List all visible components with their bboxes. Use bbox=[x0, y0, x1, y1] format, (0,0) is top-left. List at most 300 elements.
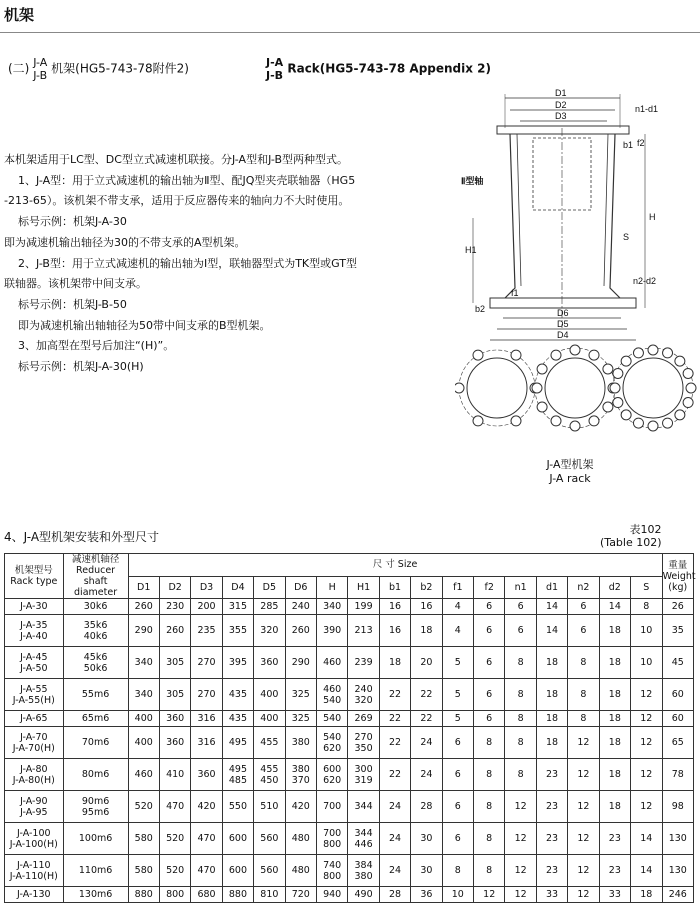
cell-value: 460 bbox=[128, 759, 159, 791]
subtitle-zh-prefix: (二) bbox=[8, 61, 30, 76]
cell-rack-type: J-A-90 J-A-95 bbox=[5, 791, 64, 823]
table-row bbox=[5, 855, 694, 887]
cell-value: 8 bbox=[568, 647, 599, 679]
cell-value: 400 bbox=[128, 727, 159, 759]
description-line: -213-65）。该机架不带支承，适用于反应器传来的轴向力不大时使用。 bbox=[4, 194, 350, 208]
cell-shaft-diameter: 110m6 bbox=[63, 855, 128, 887]
cell-value: 8 bbox=[505, 647, 536, 679]
cell-value: 290 bbox=[128, 615, 159, 647]
cell-value: 6 bbox=[505, 615, 536, 647]
cell-value: 560 bbox=[254, 855, 285, 887]
cell-value: 490 bbox=[348, 887, 379, 903]
cell-value: 340 bbox=[128, 647, 159, 679]
cell-value: 6 bbox=[442, 727, 473, 759]
cell-value: 199 bbox=[348, 599, 379, 615]
cell-value: 23 bbox=[536, 791, 567, 823]
cell-value: 6 bbox=[505, 599, 536, 615]
cell-value: 700 800 bbox=[316, 823, 347, 855]
cell-value: 6 bbox=[568, 615, 599, 647]
bolt-hole bbox=[633, 348, 643, 358]
cell-value: 520 bbox=[128, 791, 159, 823]
cell-value: 14 bbox=[631, 823, 663, 855]
description-line: 2、J-B型：用于立式减速机的输出轴为Ⅰ型，联轴器型式为TK型或GT型 bbox=[4, 256, 357, 270]
bolt-hole bbox=[551, 350, 561, 360]
table-number bbox=[600, 523, 662, 549]
description-line: 1、J-A型：用于立式减速机的输出轴为Ⅱ型、配JQ型夹壳联轴器（HG5 bbox=[4, 173, 356, 187]
label-shaft: Ⅱ型轴 bbox=[461, 176, 484, 186]
cell-weight: 60 bbox=[662, 711, 693, 727]
section-title: 4、J-A型机架安装和外型尺寸 bbox=[4, 530, 160, 544]
cell-value: 810 bbox=[254, 887, 285, 903]
cell-value: 580 bbox=[128, 855, 159, 887]
cell-value: 23 bbox=[599, 855, 630, 887]
cell-value: 22 bbox=[411, 679, 442, 711]
cell-shaft-diameter: 45k6 50k6 bbox=[63, 647, 128, 679]
table-row bbox=[5, 759, 694, 791]
label-b2: b2 bbox=[475, 304, 486, 314]
cell-value: 23 bbox=[536, 823, 567, 855]
cell-value: 12 bbox=[505, 887, 536, 903]
subtitle-zh-code-b: J-B bbox=[33, 69, 48, 82]
cell-value: 213 bbox=[348, 615, 379, 647]
cell-value: 18 bbox=[631, 887, 663, 903]
table-row bbox=[5, 647, 694, 679]
cell-value: 36 bbox=[411, 887, 442, 903]
cell-value: 30 bbox=[411, 823, 442, 855]
bolt-hole bbox=[570, 421, 580, 431]
subtitle-en-code-b: J-B bbox=[266, 69, 284, 82]
cell-weight: 65 bbox=[662, 727, 693, 759]
cell-value: 8 bbox=[568, 679, 599, 711]
cell-value: 33 bbox=[536, 887, 567, 903]
cell-weight: 246 bbox=[662, 887, 693, 903]
cell-rack-type: J-A-35 J-A-40 bbox=[5, 615, 64, 647]
cell-rack-type: J-A-70 J-A-70(H) bbox=[5, 727, 64, 759]
cell-value: 5 bbox=[442, 647, 473, 679]
label-d2: D2 bbox=[555, 100, 567, 110]
cell-value: 400 bbox=[254, 679, 285, 711]
cell-value: 12 bbox=[505, 791, 536, 823]
cell-value: 470 bbox=[159, 791, 190, 823]
cell-value: 24 bbox=[379, 823, 410, 855]
cell-value: 390 bbox=[316, 615, 347, 647]
subtitle-en bbox=[266, 56, 491, 82]
cell-value: 420 bbox=[191, 791, 222, 823]
cell-rack-type: J-A-110 J-A-110(H) bbox=[5, 855, 64, 887]
cell-value: 455 bbox=[254, 727, 285, 759]
cell-value: 33 bbox=[599, 887, 630, 903]
cell-value: 12 bbox=[631, 679, 663, 711]
divider bbox=[0, 32, 700, 33]
column-header: D3 bbox=[191, 576, 222, 599]
description-line: 标号示例：机架J-B-50 bbox=[4, 297, 127, 311]
description-line: 本机架适用于LC型、DC型立式减速机联接。分J-A型和J-B型两种型式。 bbox=[4, 153, 349, 166]
table-row bbox=[5, 679, 694, 711]
cell-value: 6 bbox=[442, 759, 473, 791]
description-text bbox=[4, 150, 429, 378]
cell-value: 740 800 bbox=[316, 855, 347, 887]
cell-value: 20 bbox=[411, 647, 442, 679]
cell-value: 30 bbox=[411, 855, 442, 887]
cell-value: 6 bbox=[474, 647, 505, 679]
cell-value: 6 bbox=[442, 823, 473, 855]
cell-value: 12 bbox=[568, 887, 599, 903]
bolt-hole bbox=[511, 416, 521, 426]
cell-value: 22 bbox=[379, 679, 410, 711]
cell-value: 600 bbox=[222, 823, 253, 855]
bolt-hole bbox=[537, 364, 547, 374]
cell-value: 344 bbox=[348, 791, 379, 823]
cell-value: 10 bbox=[442, 887, 473, 903]
cell-value: 5 bbox=[442, 711, 473, 727]
label-d3: D3 bbox=[555, 111, 567, 121]
header-shaft-diameter: 减速机轴径 Reducer shaft diameter bbox=[63, 554, 128, 599]
cell-shaft-diameter: 55m6 bbox=[63, 679, 128, 711]
drawing-caption-en: J-A rack bbox=[549, 472, 591, 485]
bolt-hole bbox=[663, 418, 673, 428]
cell-value: 24 bbox=[411, 727, 442, 759]
cell-value: 360 bbox=[159, 727, 190, 759]
cell-value: 6 bbox=[474, 711, 505, 727]
cell-value: 305 bbox=[159, 647, 190, 679]
cell-value: 420 bbox=[285, 791, 316, 823]
bolt-hole bbox=[675, 356, 685, 366]
subtitle-zh-codes bbox=[33, 56, 47, 82]
bolt-hole bbox=[589, 350, 599, 360]
column-header: D4 bbox=[222, 576, 253, 599]
cell-shaft-diameter: 70m6 bbox=[63, 727, 128, 759]
cell-value: 360 bbox=[191, 759, 222, 791]
subtitle-en-code-a: J-A bbox=[266, 56, 284, 69]
cell-value: 8 bbox=[474, 823, 505, 855]
column-header: d1 bbox=[536, 576, 567, 599]
bolt-hole bbox=[613, 398, 623, 408]
label-f2: f2 bbox=[637, 138, 645, 148]
label-f1: f1 bbox=[511, 288, 519, 298]
cell-value: 270 bbox=[191, 679, 222, 711]
cell-value: 12 bbox=[568, 791, 599, 823]
column-header: b1 bbox=[379, 576, 410, 599]
cell-value: 23 bbox=[536, 855, 567, 887]
cell-value: 18 bbox=[599, 711, 630, 727]
cell-shaft-diameter: 100m6 bbox=[63, 823, 128, 855]
cell-value: 24 bbox=[379, 791, 410, 823]
cell-value: 480 bbox=[285, 855, 316, 887]
cell-rack-type: J-A-45 J-A-50 bbox=[5, 647, 64, 679]
cell-value: 12 bbox=[631, 759, 663, 791]
cell-value: 550 bbox=[222, 791, 253, 823]
rack-drawing bbox=[455, 88, 700, 508]
bolt-hole bbox=[551, 416, 561, 426]
column-header: S bbox=[631, 576, 663, 599]
description-line: 标号示例：机架J-A-30 bbox=[4, 215, 127, 229]
cell-value: 340 bbox=[128, 679, 159, 711]
cell-value: 18 bbox=[536, 679, 567, 711]
bolt-hole bbox=[621, 410, 631, 420]
cell-value: 455 450 bbox=[254, 759, 285, 791]
subtitle-zh bbox=[8, 56, 189, 82]
cell-value: 395 bbox=[222, 647, 253, 679]
cell-value: 22 bbox=[411, 711, 442, 727]
table-number-en: (Table 102) bbox=[600, 536, 662, 549]
cell-value: 260 bbox=[159, 615, 190, 647]
column-header: H1 bbox=[348, 576, 379, 599]
cell-value: 8 bbox=[474, 727, 505, 759]
cell-value: 560 bbox=[254, 823, 285, 855]
cell-value: 18 bbox=[599, 615, 630, 647]
bolt-hole bbox=[511, 350, 521, 360]
cell-value: 540 620 bbox=[316, 727, 347, 759]
cell-value: 540 bbox=[316, 711, 347, 727]
cell-value: 23 bbox=[536, 759, 567, 791]
cell-rack-type: J-A-30 bbox=[5, 599, 64, 615]
cell-value: 270 bbox=[191, 647, 222, 679]
cell-value: 6 bbox=[474, 679, 505, 711]
cell-rack-type: J-A-65 bbox=[5, 711, 64, 727]
cell-value: 5 bbox=[442, 679, 473, 711]
cell-value: 495 bbox=[222, 727, 253, 759]
subtitle-zh-text: 机架(HG5-743-78附件2) bbox=[51, 61, 189, 76]
label-d6: D6 bbox=[557, 308, 569, 318]
cell-value: 460 bbox=[316, 647, 347, 679]
drawing-caption-zh: J-A型机架 bbox=[546, 458, 594, 471]
bolt-hole bbox=[686, 383, 696, 393]
cell-value: 8 bbox=[505, 759, 536, 791]
header-weight: 重量 Weight (kg) bbox=[662, 554, 693, 599]
bolt-hole bbox=[532, 383, 542, 393]
bolt-hole bbox=[683, 398, 693, 408]
cell-value: 14 bbox=[536, 615, 567, 647]
cell-value: 290 bbox=[285, 647, 316, 679]
column-header: b2 bbox=[411, 576, 442, 599]
bolt-hole bbox=[603, 364, 613, 374]
cell-value: 700 bbox=[316, 791, 347, 823]
cell-rack-type: J-A-100 J-A-100(H) bbox=[5, 823, 64, 855]
description-line: 标号示例：机架J-A-30(H) bbox=[4, 360, 144, 374]
bolt-hole bbox=[570, 345, 580, 355]
table-row bbox=[5, 599, 694, 615]
column-header: f1 bbox=[442, 576, 473, 599]
cell-value: 14 bbox=[631, 855, 663, 887]
cell-value: 316 bbox=[191, 727, 222, 759]
cell-value: 230 bbox=[159, 599, 190, 615]
cell-shaft-diameter: 35k6 40k6 bbox=[63, 615, 128, 647]
cell-value: 360 bbox=[159, 711, 190, 727]
cell-value: 4 bbox=[442, 615, 473, 647]
header-rack-type: 机架型号 Rack type bbox=[5, 554, 64, 599]
cell-value: 12 bbox=[505, 823, 536, 855]
label-d1: D1 bbox=[555, 88, 567, 98]
cell-value: 16 bbox=[379, 615, 410, 647]
cell-value: 470 bbox=[191, 823, 222, 855]
cell-value: 260 bbox=[285, 615, 316, 647]
cell-value: 235 bbox=[191, 615, 222, 647]
cell-value: 10 bbox=[631, 615, 663, 647]
cell-value: 12 bbox=[631, 791, 663, 823]
cell-value: 8 bbox=[505, 711, 536, 727]
cell-value: 435 bbox=[222, 711, 253, 727]
cell-value: 18 bbox=[536, 647, 567, 679]
cell-value: 12 bbox=[505, 855, 536, 887]
cell-weight: 60 bbox=[662, 679, 693, 711]
cell-value: 12 bbox=[568, 823, 599, 855]
cell-value: 18 bbox=[536, 711, 567, 727]
cell-value: 460 540 bbox=[316, 679, 347, 711]
cell-value: 18 bbox=[599, 759, 630, 791]
cell-value: 300 319 bbox=[348, 759, 379, 791]
cell-value: 240 bbox=[285, 599, 316, 615]
description-line: 3、加高型在型号后加注“(H)”。 bbox=[4, 339, 175, 353]
label-s: S bbox=[623, 232, 630, 242]
cell-value: 18 bbox=[599, 727, 630, 759]
cell-value: 940 bbox=[316, 887, 347, 903]
cell-value: 18 bbox=[411, 615, 442, 647]
cell-value: 239 bbox=[348, 647, 379, 679]
cell-weight: 35 bbox=[662, 615, 693, 647]
bolt-hole bbox=[683, 368, 693, 378]
cell-value: 12 bbox=[631, 711, 663, 727]
cell-value: 8 bbox=[505, 727, 536, 759]
header-size: 尺 寸 Size bbox=[128, 554, 662, 577]
bolt-hole bbox=[675, 410, 685, 420]
bolt-hole bbox=[603, 402, 613, 412]
column-header: D6 bbox=[285, 576, 316, 599]
cell-value: 410 bbox=[159, 759, 190, 791]
cell-shaft-diameter: 90m6 95m6 bbox=[63, 791, 128, 823]
label-d4: D4 bbox=[557, 330, 569, 340]
cell-value: 316 bbox=[191, 711, 222, 727]
label-d5: D5 bbox=[557, 319, 569, 329]
cell-value: 8 bbox=[568, 711, 599, 727]
cell-value: 380 370 bbox=[285, 759, 316, 791]
cell-rack-type: J-A-55 J-A-55(H) bbox=[5, 679, 64, 711]
cell-value: 305 bbox=[159, 679, 190, 711]
cell-value: 22 bbox=[379, 727, 410, 759]
cell-weight: 78 bbox=[662, 759, 693, 791]
cell-value: 8 bbox=[474, 855, 505, 887]
label-h1: H1 bbox=[465, 245, 477, 255]
cell-value: 360 bbox=[254, 647, 285, 679]
cell-value: 580 bbox=[128, 823, 159, 855]
cell-value: 12 bbox=[568, 759, 599, 791]
cell-value: 8 bbox=[474, 791, 505, 823]
bolt-hole bbox=[589, 416, 599, 426]
column-header: f2 bbox=[474, 576, 505, 599]
label-n1d1: n1-d1 bbox=[635, 104, 659, 114]
cell-value: 18 bbox=[536, 727, 567, 759]
cell-value: 6 bbox=[442, 791, 473, 823]
cell-value: 12 bbox=[474, 887, 505, 903]
table-row bbox=[5, 727, 694, 759]
cell-weight: 98 bbox=[662, 791, 693, 823]
label-n2d2: n2-d2 bbox=[633, 276, 657, 286]
cell-value: 435 bbox=[222, 679, 253, 711]
cell-value: 400 bbox=[128, 711, 159, 727]
cell-value: 8 bbox=[631, 599, 663, 615]
cell-value: 14 bbox=[599, 599, 630, 615]
cell-value: 800 bbox=[159, 887, 190, 903]
bolt-hole bbox=[473, 416, 483, 426]
cell-value: 325 bbox=[285, 679, 316, 711]
cell-value: 24 bbox=[411, 759, 442, 791]
cell-value: 384 380 bbox=[348, 855, 379, 887]
cell-rack-type: J-A-80 J-A-80(H) bbox=[5, 759, 64, 791]
cell-value: 320 bbox=[254, 615, 285, 647]
cell-value: 340 bbox=[316, 599, 347, 615]
cell-value: 315 bbox=[222, 599, 253, 615]
cell-weight: 130 bbox=[662, 823, 693, 855]
cell-value: 480 bbox=[285, 823, 316, 855]
description-line: 即为减速机输出轴轴径为50带中间支承的B型机架。 bbox=[4, 318, 271, 332]
cell-weight: 26 bbox=[662, 599, 693, 615]
bolt-hole bbox=[648, 421, 658, 431]
column-header: D2 bbox=[159, 576, 190, 599]
cell-value: 18 bbox=[599, 791, 630, 823]
bolt-hole bbox=[455, 383, 464, 393]
cell-value: 24 bbox=[379, 855, 410, 887]
cell-value: 380 bbox=[285, 727, 316, 759]
cell-value: 285 bbox=[254, 599, 285, 615]
subtitle-zh-code-a: J-A bbox=[33, 56, 48, 69]
cell-value: 18 bbox=[379, 647, 410, 679]
subtitle-en-codes bbox=[266, 56, 283, 82]
label-h: H bbox=[649, 212, 656, 222]
cell-weight: 45 bbox=[662, 647, 693, 679]
cell-value: 14 bbox=[536, 599, 567, 615]
cell-value: 6 bbox=[474, 599, 505, 615]
cell-value: 269 bbox=[348, 711, 379, 727]
cell-value: 344 446 bbox=[348, 823, 379, 855]
cell-value: 16 bbox=[411, 599, 442, 615]
table-row bbox=[5, 615, 694, 647]
cell-value: 880 bbox=[222, 887, 253, 903]
label-b1: b1 bbox=[623, 140, 634, 150]
bolt-hole bbox=[473, 350, 483, 360]
cell-value: 16 bbox=[379, 599, 410, 615]
cell-value: 510 bbox=[254, 791, 285, 823]
page-title: 机架 bbox=[4, 6, 35, 24]
cell-value: 355 bbox=[222, 615, 253, 647]
cell-value: 23 bbox=[599, 823, 630, 855]
cell-value: 520 bbox=[159, 855, 190, 887]
cell-value: 12 bbox=[568, 855, 599, 887]
bolt-hole bbox=[648, 345, 658, 355]
cell-value: 200 bbox=[191, 599, 222, 615]
cell-value: 18 bbox=[599, 679, 630, 711]
cell-value: 28 bbox=[379, 887, 410, 903]
table-row bbox=[5, 711, 694, 727]
bolt-hole bbox=[537, 402, 547, 412]
cell-shaft-diameter: 30k6 bbox=[63, 599, 128, 615]
column-header: D5 bbox=[254, 576, 285, 599]
cell-value: 10 bbox=[631, 647, 663, 679]
cell-value: 12 bbox=[568, 727, 599, 759]
cell-value: 260 bbox=[128, 599, 159, 615]
cell-value: 495 485 bbox=[222, 759, 253, 791]
cell-value: 18 bbox=[599, 647, 630, 679]
subtitle-en-text: Rack(HG5-743-78 Appendix 2) bbox=[287, 61, 492, 76]
cell-shaft-diameter: 65m6 bbox=[63, 711, 128, 727]
spec-table bbox=[4, 553, 694, 903]
cell-value: 22 bbox=[379, 711, 410, 727]
bolt-hole bbox=[621, 356, 631, 366]
table-row bbox=[5, 791, 694, 823]
table-number-zh: 表102 bbox=[629, 523, 662, 536]
cell-value: 880 bbox=[128, 887, 159, 903]
cell-value: 325 bbox=[285, 711, 316, 727]
cell-value: 4 bbox=[442, 599, 473, 615]
column-header: D1 bbox=[128, 576, 159, 599]
